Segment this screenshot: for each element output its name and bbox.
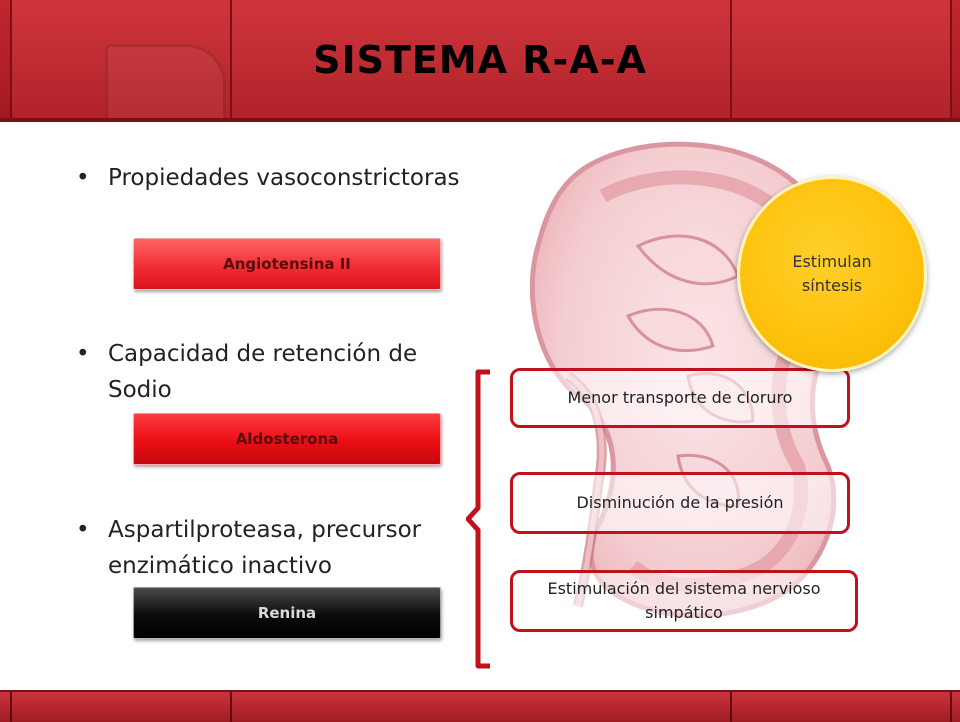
bullet-text: Aspartilproteasa, precursor enzimático inactivo (108, 517, 422, 579)
stimulus-box-presion: Disminución de la presión (510, 472, 850, 534)
bracket-connector (466, 368, 506, 670)
renina-bar: Renina (133, 587, 441, 639)
footer-banner (0, 690, 960, 722)
header-divider (0, 118, 960, 122)
bullet-retencion-sodio (76, 336, 468, 408)
footer-separator (950, 692, 952, 722)
bullet-aspartilproteasa (76, 512, 468, 584)
bullet-dot: • (76, 341, 90, 367)
stimulus-box-cloruro: Menor transporte de cloruro (510, 368, 850, 428)
bullet-dot: • (76, 165, 90, 191)
aldosterona-bar: Aldosterona (133, 413, 441, 465)
footer-separator (230, 692, 232, 722)
page-title: SISTEMA R-A-A (313, 38, 647, 82)
circle-label: Estimulan síntesis (792, 252, 872, 295)
footer-separator (730, 692, 732, 722)
bullet-text: Propiedades vasoconstrictoras (108, 165, 460, 191)
bullet-text: Capacidad de retención de Sodio (108, 341, 418, 403)
stimulus-box-simpatico: Estimulación del sistema nervioso simpático (510, 570, 858, 632)
footer-separator (10, 692, 12, 722)
bullet-vasoconstrictoras (76, 160, 468, 196)
bullet-dot: • (76, 517, 90, 543)
angiotensina-bar: Angiotensina II (133, 238, 441, 290)
estimulan-sintesis-circle (737, 176, 927, 372)
header-banner (0, 0, 960, 120)
